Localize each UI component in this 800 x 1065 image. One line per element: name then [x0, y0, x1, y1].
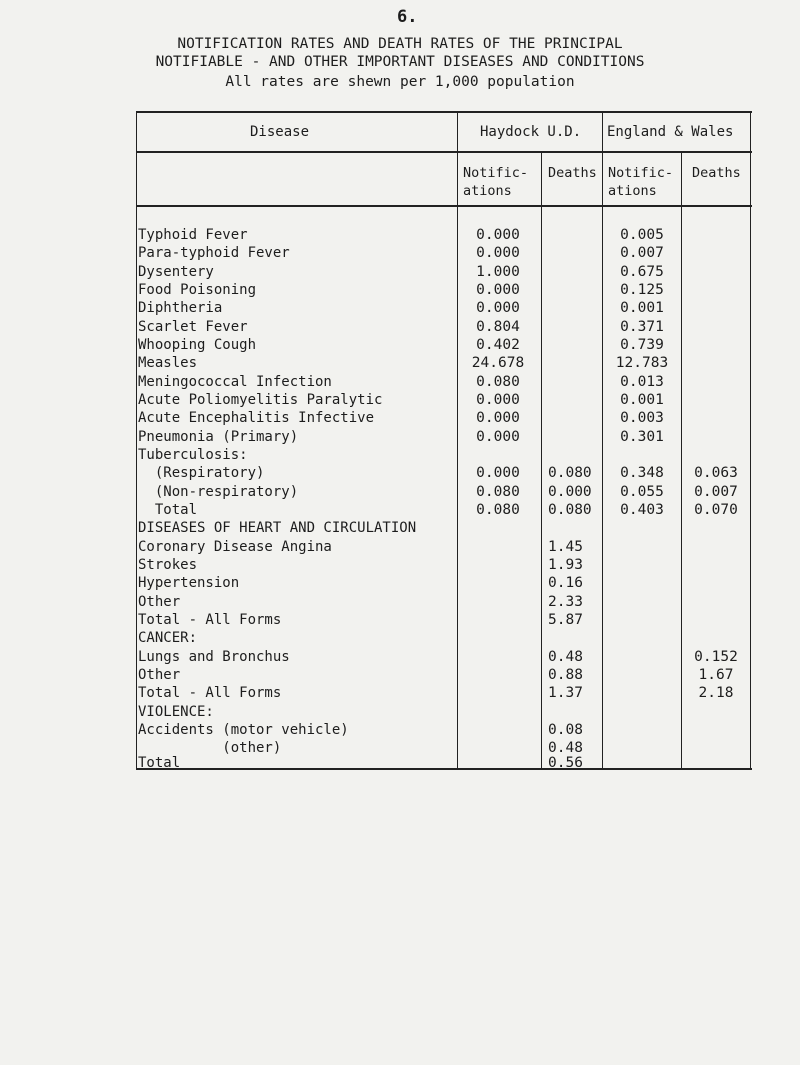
cell-haydock-notif: 0.000 [476, 227, 520, 243]
header-disease: Disease [250, 124, 310, 140]
cell-haydock-deaths: 1.93 [548, 557, 583, 573]
cell-england-notif: 0.055 [620, 484, 664, 500]
row-label: CANCER: [138, 630, 198, 646]
row-label: Strokes [138, 557, 198, 573]
cell-england-deaths: 1.67 [698, 667, 734, 683]
page-number: 6. [397, 7, 418, 27]
row-label: Acute Poliomyelitis Paralytic [138, 392, 383, 408]
subheader-haydock-notifications-line1: Notific- [463, 165, 529, 181]
subheader-england-notifications-line1: Notific- [608, 165, 674, 181]
subheader-england-deaths: Deaths [692, 165, 741, 181]
row-label: Scarlet Fever [138, 319, 248, 335]
row-label: (Non-respiratory) [138, 484, 299, 500]
table-top-rule [136, 111, 752, 113]
row-label: Lungs and Bronchus [138, 649, 290, 665]
right-rule [750, 111, 751, 768]
row-label: Other [138, 667, 181, 683]
row-label: Whooping Cough [138, 337, 257, 353]
cell-england-notif: 0.001 [620, 392, 664, 408]
cell-england-deaths: 2.18 [698, 685, 734, 701]
subheader-haydock-notifications-line2: ations [463, 183, 512, 199]
row-label: Diphtheria [138, 300, 223, 316]
left-rule [136, 111, 137, 768]
cell-haydock-deaths: 0.48 [548, 740, 583, 756]
row-label: Accidents (motor vehicle) [138, 722, 349, 738]
cell-haydock-notif: 0.000 [476, 429, 520, 445]
cell-england-notif: 12.783 [615, 355, 669, 371]
cell-haydock-notif: 0.080 [476, 502, 520, 518]
row-label: Coronary Disease Angina [138, 539, 332, 555]
header-bottom-rule [136, 151, 752, 153]
cell-haydock-notif: 0.000 [476, 300, 520, 316]
cell-haydock-deaths: 5.87 [548, 612, 583, 628]
cell-england-deaths: 0.063 [694, 465, 738, 481]
cell-haydock-deaths: 0.88 [548, 667, 583, 683]
row-label: Total [138, 755, 181, 771]
cell-haydock-deaths: 0.16 [548, 575, 583, 591]
header-haydock: Haydock U.D. [480, 124, 582, 140]
row-label: Tuberculosis: [138, 447, 248, 463]
row-label: Para-typhoid Fever [138, 245, 290, 261]
subheader-england-notifications-line2: ations [608, 183, 657, 199]
cell-haydock-notif: 0.000 [476, 392, 520, 408]
cell-haydock-notif: 0.000 [476, 245, 520, 261]
cell-haydock-deaths: 0.080 [548, 465, 592, 481]
cell-england-notif: 0.125 [620, 282, 664, 298]
cell-england-notif: 0.348 [620, 465, 664, 481]
row-label: (other) [138, 740, 282, 756]
subheader-haydock-notifications [463, 164, 528, 200]
row-label: Food Poisoning [138, 282, 257, 298]
cell-haydock-deaths: 0.48 [548, 649, 583, 665]
cell-haydock-deaths: 1.45 [548, 539, 583, 555]
row-label: Meningococcal Infection [138, 374, 332, 390]
cell-haydock-deaths: 0.080 [548, 502, 592, 518]
subheader-england-notifications [608, 164, 673, 200]
row-label: Pneumonia (Primary) [138, 429, 299, 445]
row-label: Measles [138, 355, 198, 371]
cell-england-deaths: 0.152 [694, 649, 738, 665]
header-england: England & Wales [607, 124, 734, 140]
cell-england-notif: 0.675 [620, 264, 664, 280]
cell-england-notif: 0.013 [620, 374, 664, 390]
row-label: Total - All Forms [138, 685, 282, 701]
cell-haydock-deaths: 0.08 [548, 722, 583, 738]
cell-haydock-notif: 0.804 [476, 319, 520, 335]
cell-haydock-notif: 1.000 [476, 264, 520, 280]
cell-england-notif: 0.739 [620, 337, 664, 353]
cell-haydock-notif: 0.402 [476, 337, 520, 353]
cell-haydock-notif: 0.080 [476, 484, 520, 500]
cell-england-notif: 0.003 [620, 410, 664, 426]
row-label: VIOLENCE: [138, 704, 214, 720]
row-label: (Respiratory) [138, 465, 265, 481]
title-line-3: All rates are shewn per 1,000 population [225, 74, 575, 90]
cell-haydock-deaths: 2.33 [548, 594, 583, 610]
cell-england-notif: 0.001 [620, 300, 664, 316]
title-line-1: NOTIFICATION RATES AND DEATH RATES OF THE PRINCIPAL [177, 36, 623, 52]
row-label: Acute Encephalitis Infective [138, 410, 375, 426]
title-line-2: NOTIFIABLE - AND OTHER IMPORTANT DISEASES AND CONDITIONS [155, 54, 645, 70]
cell-haydock-notif: 24.678 [471, 355, 525, 371]
cell-england-notif: 0.301 [620, 429, 664, 445]
cell-england-notif: 0.371 [620, 319, 664, 335]
row-label: Total - All Forms [138, 612, 282, 628]
cell-haydock-notif: 0.000 [476, 282, 520, 298]
cell-haydock-deaths: 0.000 [548, 484, 592, 500]
cell-england-notif: 0.007 [620, 245, 664, 261]
cell-england-notif: 0.005 [620, 227, 664, 243]
row-label: Dysentery [138, 264, 214, 280]
cell-haydock-notif: 0.000 [476, 410, 520, 426]
cell-england-deaths: 0.007 [694, 484, 738, 500]
cell-haydock-notif: 0.080 [476, 374, 520, 390]
cell-england-deaths: 0.070 [694, 502, 738, 518]
cell-haydock-deaths: 0.56 [548, 755, 583, 771]
cell-haydock-notif: 0.000 [476, 465, 520, 481]
cell-england-notif: 0.403 [620, 502, 664, 518]
subheader-bottom-rule [136, 205, 752, 207]
row-label: Other [138, 594, 181, 610]
table-bottom-rule [136, 768, 752, 770]
row-label: DISEASES OF HEART AND CIRCULATION [138, 520, 417, 536]
subheader-haydock-deaths: Deaths [548, 165, 597, 181]
cell-haydock-deaths: 1.37 [548, 685, 583, 701]
row-label: Typhoid Fever [138, 227, 248, 243]
row-label: Hypertension [138, 575, 240, 591]
row-label: Total [138, 502, 198, 518]
